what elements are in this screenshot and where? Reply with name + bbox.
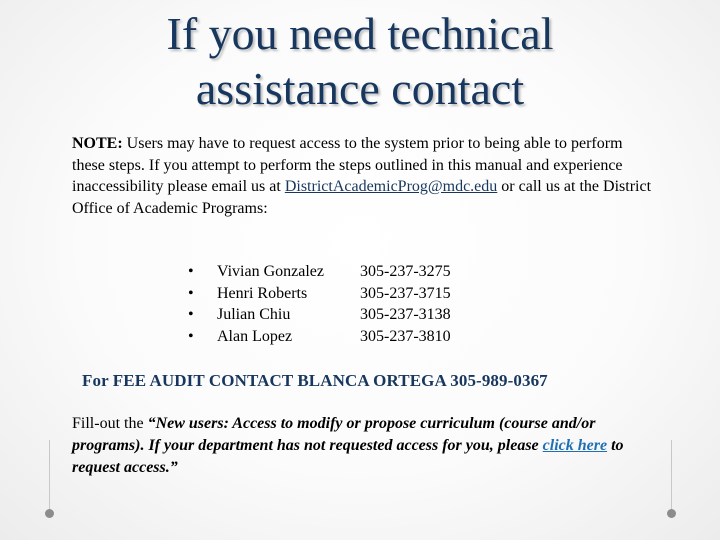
decorative-dot-left xyxy=(45,509,54,518)
contact-name: Vivian Gonzalez xyxy=(217,263,324,280)
fee-audit-contact: For FEE AUDIT CONTACT BLANCA ORTEGA 305-989-0367 xyxy=(82,371,548,390)
bullet: • xyxy=(188,284,194,302)
email-link[interactable]: DistrictAcademicProg@mdc.edu xyxy=(284,178,498,195)
contact-list xyxy=(188,261,451,347)
fill-italic-text: “New users: Access to modify or propose curriculum (course and/or programs). If your department has not requested access for you, please xyxy=(72,415,596,454)
contact-name: Julian Chiu xyxy=(217,306,291,323)
list-item xyxy=(188,283,451,305)
fill-out-paragraph xyxy=(72,413,652,479)
note-text: Users may have to request access to the system prior to being able to perform these steps. If you attempt to perform the steps outlined in this manual and experience inaccessibility please email us at xyxy=(72,135,623,195)
fill-prefix: Fill-out the xyxy=(72,415,148,432)
divider-line-right xyxy=(671,440,672,510)
contact-phone: 305-237-3275 xyxy=(360,263,451,280)
note-paragraph xyxy=(72,133,652,219)
title-line-1: If you need technical xyxy=(166,8,554,59)
fill-suffix: to request access.” xyxy=(72,437,624,476)
contact-phone: 305-237-3810 xyxy=(360,327,451,345)
note-text-after: or call us at the District Office of Academic Programs: xyxy=(72,178,652,217)
title-line-2: assistance contact xyxy=(195,63,525,114)
list-item xyxy=(188,261,451,283)
contact-name: Alan Lopez xyxy=(217,327,293,345)
bullet: • xyxy=(188,327,194,345)
list-item xyxy=(188,326,451,348)
note-label: NOTE: xyxy=(72,135,123,152)
contact-phone: 305-237-3715 xyxy=(360,284,451,302)
bullet: • xyxy=(188,306,194,323)
contact-phone: 305-237-3138 xyxy=(360,306,451,323)
click-here-link[interactable]: click here xyxy=(542,437,608,454)
slide-title xyxy=(0,6,720,116)
contact-name: Henri Roberts xyxy=(217,284,308,302)
list-item xyxy=(188,304,451,326)
bullet: • xyxy=(188,263,194,280)
divider-line-left xyxy=(49,440,50,510)
decorative-dot-right xyxy=(667,509,676,518)
